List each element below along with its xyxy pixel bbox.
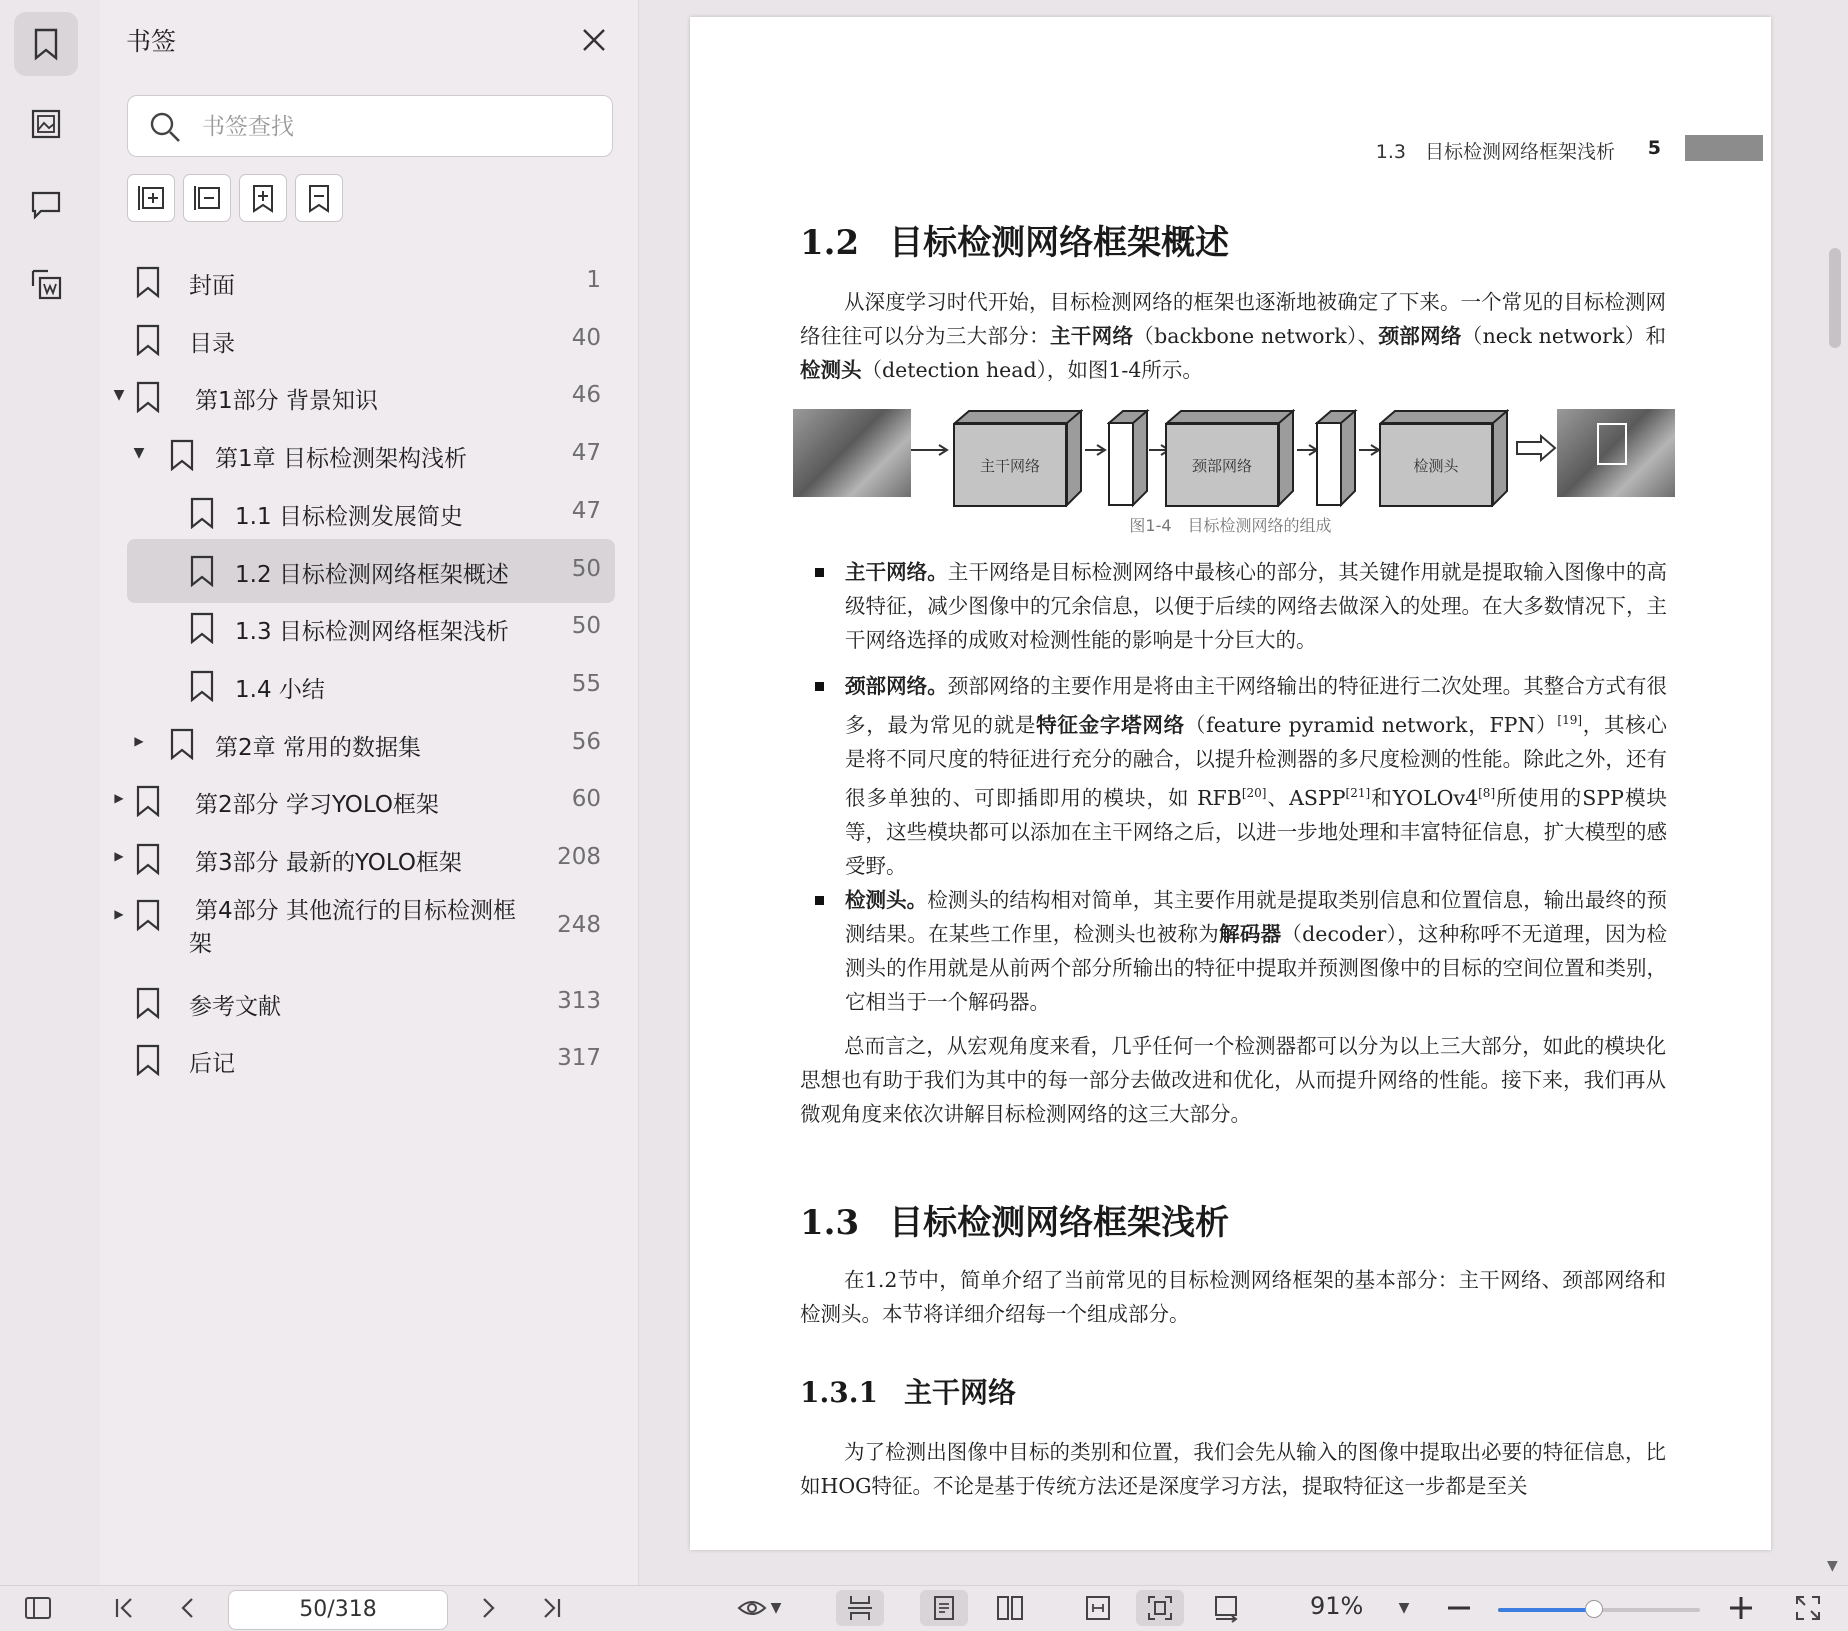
bookmark-label: 参考文献	[189, 993, 281, 1020]
bookmark-page-number: 317	[557, 1045, 601, 1072]
comment-panel-button[interactable]	[14, 172, 78, 236]
bookmark-item[interactable]	[114, 769, 615, 833]
bookmark-label: 第1章 目标检测架构浅析	[215, 446, 467, 473]
thumbnail-panel-button[interactable]	[14, 92, 78, 156]
bookmark-label: 1.1 目标检测发展简史	[235, 503, 463, 530]
bookmark-item[interactable]	[127, 423, 615, 487]
text-run: 和YOLOv4	[1370, 785, 1479, 810]
text-run: （feature pyramid network，FPN）	[1184, 712, 1558, 737]
bookmark-item[interactable]	[127, 250, 615, 314]
image-icon	[28, 106, 64, 142]
citation: [20]	[1241, 785, 1267, 800]
bookmark-page-number: 313	[557, 987, 601, 1014]
bookmark-item[interactable]	[127, 654, 615, 718]
bookmark-icon	[189, 555, 215, 587]
expand-all-icon	[135, 182, 167, 214]
bookmark-page-number: 46	[571, 382, 601, 409]
bookmark-label: 1.2 目标检测网络框架概述	[235, 561, 509, 588]
bookmark-label: 第4部分 其他流行的目标检测框架	[189, 897, 516, 957]
bookmark-item[interactable]	[127, 539, 615, 603]
fit-page-button[interactable]	[1136, 1590, 1184, 1626]
bookmark-label: 第1部分 背景知识	[195, 388, 378, 415]
two-page-icon	[995, 1593, 1025, 1623]
running-head-tab	[1685, 135, 1763, 161]
backbone-block	[953, 409, 1083, 509]
bookmark-label: 第2章 常用的数据集	[215, 734, 421, 761]
zoom-slider[interactable]	[1498, 1608, 1700, 1612]
previous-page-button[interactable]	[170, 1590, 206, 1626]
pdf-page	[690, 17, 1771, 1550]
paragraph-summary: 总而言之，从宏观角度来看，几乎任何一个检测器都可以分为以上三大部分，如此的模块化思想也有助于我们为其中的每一部分去做改进和优化，从而提升网络的性能。接下来，我们再从微观角度来依次讲解目标检测网络的这三大部分。	[800, 1034, 1666, 1126]
close-icon[interactable]	[576, 22, 612, 58]
caret-right-icon[interactable]: ▶	[114, 906, 124, 921]
section-number: 1.2	[800, 223, 860, 263]
comment-icon	[28, 186, 64, 222]
bullet-marker	[815, 568, 824, 577]
bookmark-icon	[169, 439, 195, 471]
section-title: 目标检测网络框架浅析	[889, 1203, 1230, 1243]
citation: [19]	[1557, 713, 1583, 727]
bookmark-page-number: 55	[571, 670, 601, 697]
bookmark-label: 封面	[189, 273, 235, 299]
text-run: 从深度学习时代开始，目标检测网络的框架也逐渐地被确定了下来。一个常见的目标检测网络往往可以分为三大部分：	[800, 290, 1666, 348]
bold-term: 检测头	[800, 358, 862, 382]
sidebar-icon	[23, 1593, 53, 1623]
head-label: 检测头	[1379, 423, 1493, 507]
input-image	[793, 409, 911, 497]
chevron-right-icon	[473, 1593, 503, 1623]
bookmark-icon	[135, 1044, 161, 1076]
reading-mode-dropdown[interactable]	[728, 1590, 790, 1626]
zoom-in-button[interactable]	[1724, 1590, 1758, 1626]
bullet-backbone	[845, 555, 1667, 657]
bookmark-page-number: 50	[571, 555, 601, 582]
caret-right-icon[interactable]: ▶	[114, 791, 124, 806]
running-header	[690, 135, 1771, 165]
add-bookmark-button[interactable]	[239, 174, 287, 222]
caret-down-icon[interactable]: ▼	[113, 387, 125, 404]
running-head-title: 1.3 目标检测网络框架浅析	[1375, 141, 1615, 163]
text-run: 颈部网络的主要作用是将由主干网络输出的特征进行二次处理。其整合方式有很多，最为常见的就是	[845, 674, 1668, 737]
running-head-page-number: 5	[1647, 137, 1661, 159]
bookmark-label: 目录	[189, 330, 235, 357]
bottom-toolbar	[0, 1585, 1848, 1631]
bookmark-label: 1.4 小结	[235, 676, 325, 703]
head-block	[1379, 409, 1509, 509]
section-heading-1-3	[800, 1195, 1229, 1244]
last-page-icon	[537, 1593, 567, 1623]
zoom-slider-fill	[1498, 1608, 1593, 1612]
bookmark-page-number: 60	[571, 786, 601, 813]
bookmark-page-number: 56	[571, 728, 601, 755]
bold-term: 检测头。	[845, 888, 928, 912]
fullscreen-button[interactable]	[1790, 1590, 1826, 1626]
bold-term: 颈部网络。	[845, 674, 948, 698]
bold-term: 解码器	[1219, 922, 1282, 946]
bookmark-page-number: 47	[571, 440, 601, 467]
backbone-label: 主干网络	[953, 423, 1067, 507]
remove-bookmark-button[interactable]	[295, 174, 343, 222]
feature-map-block	[1107, 409, 1153, 509]
bookmark-icon	[189, 612, 215, 644]
first-page-icon	[109, 1593, 139, 1623]
text-run: （backbone network）、	[1133, 324, 1379, 348]
chevron-left-icon	[173, 1593, 203, 1623]
plus-icon	[1726, 1593, 1756, 1623]
section-title: 目标检测网络框架概述	[889, 223, 1230, 263]
bookmark-icon	[28, 26, 64, 62]
neck-block	[1165, 409, 1295, 509]
bookmark-icon	[189, 497, 215, 529]
citation: [21]	[1345, 785, 1371, 800]
bookmark-icon	[169, 728, 195, 760]
paragraph-intro	[800, 285, 1666, 387]
section-title: 主干网络	[903, 1376, 1016, 1409]
next-page-button[interactable]	[470, 1590, 506, 1626]
thin-box-icon	[1315, 409, 1361, 509]
fullscreen-icon	[1793, 1593, 1823, 1623]
text-run: （decoder），这种称呼不无道理，因为检测头的作用就是从前两个部分所输出的特征中提取并预测图像中的目标的空间位置和类别，它相当于一个解码器。	[845, 922, 1667, 1014]
bookmark-item[interactable]	[127, 596, 615, 660]
bookmark-icon	[135, 843, 161, 875]
citation: [8]	[1478, 785, 1496, 800]
bookmark-page-number: 1	[586, 267, 601, 293]
output-arrow-icon	[1515, 433, 1559, 463]
bold-term: 特征金字塔网络	[1036, 712, 1185, 737]
chevron-down-icon: ▼	[770, 1600, 782, 1616]
bookmark-item[interactable]	[113, 365, 615, 429]
bold-term: 主干网络	[1049, 324, 1134, 348]
arrow-icon	[911, 443, 953, 457]
bookmark-panel-button[interactable]	[14, 12, 78, 76]
bold-term: 颈部网络	[1378, 324, 1462, 348]
vertical-scrollbar[interactable]	[1829, 248, 1841, 348]
bookmark-page-number: 40	[571, 324, 601, 351]
document-viewport[interactable]	[639, 0, 1848, 1585]
bullet-head	[845, 883, 1667, 1019]
caret-right-icon[interactable]: ▶	[134, 733, 144, 748]
bookmark-item[interactable]	[127, 712, 615, 776]
subsection-heading-1-3-1	[800, 1371, 1016, 1411]
text-run: 主干网络是目标检测网络中最核心的部分，其关键作用就是提取输入图像中的高级特征，减少图像中的冗余信息，以便于后续的网络去做深入的处理。在大多数情况下，主干网络选择的成败对检测性能的影响是十分巨大的。	[845, 560, 1668, 652]
bookmark-icon	[135, 381, 161, 413]
section-heading-1-2	[800, 215, 1229, 264]
text-frame-icon	[28, 266, 64, 302]
text-run: 、ASPP	[1266, 785, 1346, 810]
bookmark-item[interactable]	[127, 308, 615, 372]
fit-page-icon	[1145, 1593, 1175, 1623]
zoom-level[interactable]: 91%	[1310, 1592, 1364, 1620]
search-icon	[148, 110, 182, 144]
section-number: 1.3	[800, 1203, 860, 1243]
feature-map-block	[1315, 409, 1361, 509]
caret-right-icon[interactable]: ▶	[114, 849, 124, 863]
zoom-slider-thumb[interactable]	[1585, 1600, 1603, 1618]
neck-label: 颈部网络	[1165, 423, 1279, 507]
bullet-marker	[815, 896, 824, 905]
paragraph-1-3-intro: 在1.2节中，简单介绍了当前常见的目标检测网络框架的基本部分：主干网络、颈部网络和检测头。本节将详细介绍每一个组成部分。	[800, 1268, 1666, 1326]
bookmark-item[interactable]	[114, 827, 615, 891]
add-bookmark-icon	[247, 182, 279, 214]
bullet-neck	[845, 669, 1667, 883]
zoom-out-button[interactable]	[1442, 1590, 1476, 1626]
single-page-icon	[929, 1593, 959, 1623]
text-frame-panel-button[interactable]	[14, 252, 78, 316]
bookmark-page-number: 47	[571, 497, 601, 524]
search-input[interactable]	[200, 104, 594, 150]
text-run: ，其核心是将不同尺度的特征进行充分的融合，以提升检测器的多尺度检测的性能。除此之外，还有很多单独的、可即插即用的模块，如 RFB	[845, 712, 1668, 810]
eye-icon	[737, 1593, 767, 1623]
left-rail	[0, 0, 101, 1585]
scroll-down-arrow-icon[interactable]: ▼	[1827, 1558, 1838, 1574]
remove-bookmark-icon	[303, 182, 335, 214]
bullet-marker	[815, 682, 824, 691]
figure-1-4	[793, 393, 1675, 503]
bookmark-item[interactable]	[127, 971, 615, 1035]
zoom-dropdown-chevron-down-icon[interactable]: ▼	[1398, 1600, 1410, 1616]
bookmark-label: 后记	[189, 1051, 235, 1078]
arrow-icon	[1085, 443, 1109, 457]
bookmark-icon	[135, 785, 161, 817]
bookmark-label: 第2部分 学习YOLO框架	[195, 792, 439, 819]
minus-icon	[1444, 1593, 1474, 1623]
bookmark-label: 第3部分 最新的YOLO框架	[195, 850, 462, 876]
bookmark-label: 1.3 目标检测网络框架浅析	[235, 619, 509, 646]
bookmark-item[interactable]	[127, 481, 615, 545]
bookmark-icon	[135, 899, 161, 931]
fit-width-icon	[1083, 1593, 1113, 1623]
first-page-button[interactable]	[106, 1590, 142, 1626]
page-number-field[interactable]: 50/318	[228, 1590, 448, 1630]
bookmark-page-number: 248	[557, 911, 601, 938]
bookmark-icon	[135, 987, 161, 1019]
bookmark-icon	[135, 324, 161, 356]
paragraph-backbone: 为了检测出图像中目标的类别和位置，我们会先从输入的图像中提取出必要的特征信息，比如HOG特征。不论是基于传统方法还是深度学习方法，提取特征这一步都是至关	[800, 1440, 1666, 1498]
collapse-all-icon	[191, 182, 223, 214]
text-run: 检测头的结构相对简单，其主要作用就是提取类别信息和位置信息，输出最终的预测结果。在某些工作里，检测头也被称为	[845, 888, 1668, 946]
bookmark-icon	[135, 266, 161, 298]
section-number: 1.3.1	[800, 1376, 878, 1409]
continuous-scroll-button[interactable]	[836, 1590, 884, 1626]
bookmark-item[interactable]	[127, 1028, 615, 1092]
bookmark-page-number: 208	[557, 844, 601, 870]
panel-title: 书签	[126, 27, 177, 56]
output-image	[1557, 409, 1675, 497]
single-page-button[interactable]	[920, 1590, 968, 1626]
continuous-scroll-icon	[845, 1593, 875, 1623]
collapse-all-button[interactable]	[183, 174, 231, 222]
expand-all-button[interactable]	[127, 174, 175, 222]
last-page-button[interactable]	[534, 1590, 570, 1626]
caret-down-icon[interactable]: ▼	[133, 445, 145, 462]
bookmark-page-number: 50	[571, 613, 601, 640]
figure-caption: 图1-4 目标检测网络的组成	[1129, 516, 1332, 535]
fit-width-button[interactable]	[1078, 1590, 1118, 1626]
bookmark-item[interactable]	[114, 885, 615, 969]
two-page-button[interactable]	[990, 1590, 1030, 1626]
bookmark-icon	[189, 670, 215, 702]
detection-box	[1597, 423, 1627, 465]
rotate-icon	[1211, 1593, 1241, 1623]
text-run: （neck network）和	[1461, 324, 1667, 348]
bookmark-search-box[interactable]	[127, 95, 613, 157]
bookmark-panel	[100, 0, 639, 1585]
rotate-page-button[interactable]	[1206, 1590, 1246, 1626]
thin-box-icon	[1107, 409, 1153, 509]
toggle-sidebar-button[interactable]	[20, 1590, 56, 1626]
bold-term: 主干网络。	[845, 560, 948, 584]
text-run: （detection head），如图1-4所示。	[861, 358, 1203, 382]
text-run: 所使用的SPP模块等，这些模块都可以添加在主干网络之后，以进一步地处理和丰富特征信息，扩大模型的感受野。	[845, 785, 1668, 878]
